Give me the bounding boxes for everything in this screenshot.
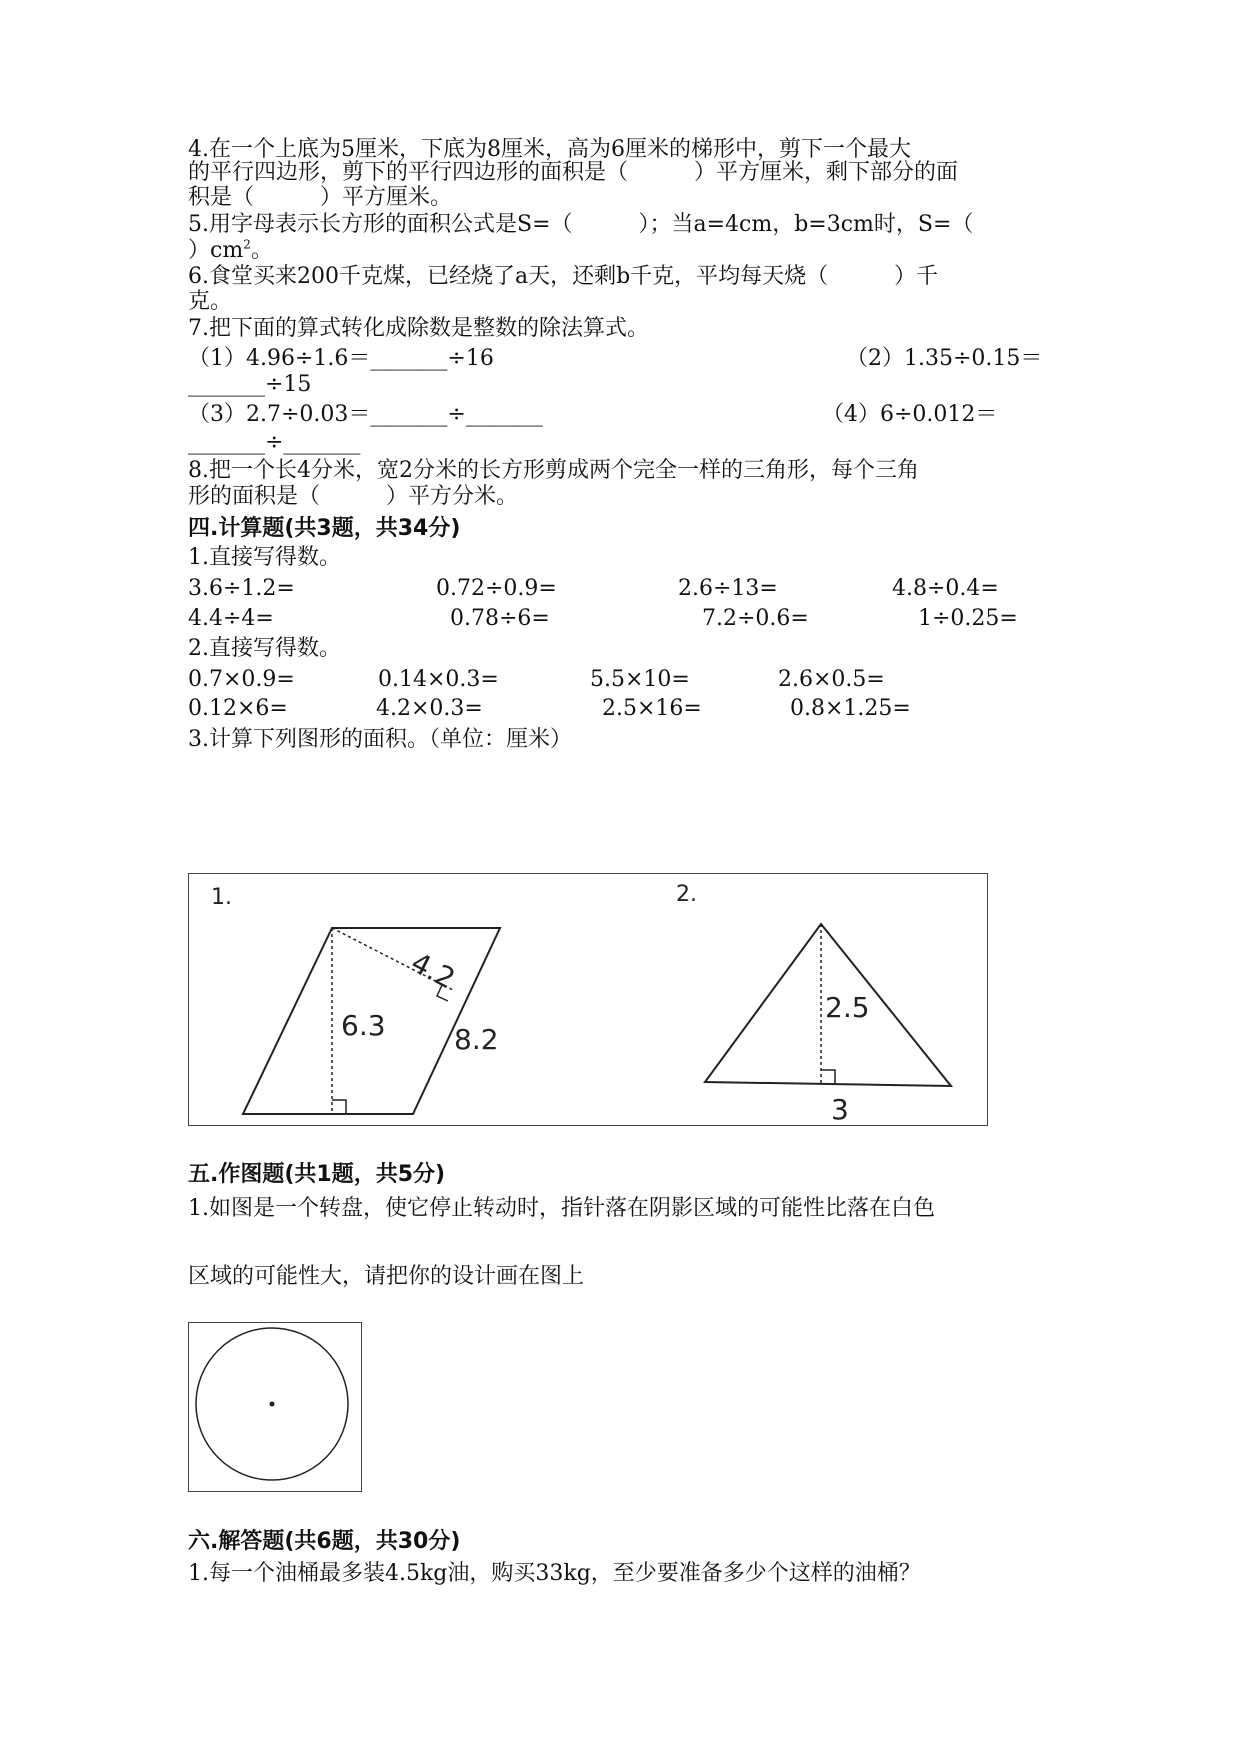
q5-superscript: 2 [243, 237, 251, 252]
s4q2-r2-c4: 0.8×1.25= [790, 696, 911, 721]
section-4-heading: 四.计算题(共3题，共34分) [188, 516, 461, 541]
q5-unit: ）cm [188, 238, 244, 263]
q6-line-1: 6.食堂买来200千克煤，已经烧了a天，还剩b千克，平均每天烧（ ）千 [188, 264, 939, 289]
spinner-svg [189, 1323, 363, 1493]
triangle-figure [676, 882, 951, 1126]
fig2-base-label: 3 [831, 1093, 849, 1126]
s4q3-title: 3.计算下列图形的面积。（单位：厘米） [188, 727, 572, 752]
s4q2-r1-c2: 0.14×0.3= [378, 667, 499, 692]
s4q2-r2-c1: 0.12×6= [188, 696, 288, 721]
s4q2-r2-c2: 4.2×0.3= [376, 696, 483, 721]
s4q2-r1-c4: 2.6×0.5= [778, 667, 885, 692]
q8-line-2: 形的面积是（ ）平方分米。 [188, 484, 519, 509]
q7-part-2b: _______÷15 [188, 372, 312, 397]
q6-line-2: 克。 [188, 289, 233, 314]
fig1-height-label: 6.3 [341, 1009, 386, 1042]
fig1-number: 1. [211, 885, 232, 910]
q4-line-1: 4.在一个上底为5厘米，下底为8厘米，高为6厘米的梯形中，剪下一个最大 [188, 137, 911, 162]
q8-line-1: 8.把一个长4分米，宽2分米的长方形剪成两个完全一样的三角形，每个三角 [188, 458, 919, 483]
s6q1-line-1: 1.每一个油桶最多装4.5kg油，购买33kg，至少要准备多少个这样的油桶？ [188, 1561, 921, 1586]
triangle-right-angle-mark [821, 1070, 835, 1084]
q7-part-4a: （4）6÷0.012＝ [822, 402, 998, 427]
q7-part-1: （1）4.96÷1.6＝_______÷16 [188, 346, 494, 371]
q7-part-4b: _______÷_______ [188, 430, 361, 455]
s4q1-r2-c1: 4.4÷4= [188, 606, 274, 631]
q5-line-1: 5.用字母表示长方形的面积公式是S=（ ）；当a=4cm，b=3cm时，S=（ [188, 212, 974, 237]
s4q2-r1-c3: 5.5×10= [590, 667, 690, 692]
s4q1-r2-c2: 0.78÷6= [450, 606, 550, 631]
height-right-angle-mark [332, 1100, 346, 1114]
s4q1-r1-c4: 4.8÷0.4= [892, 576, 999, 601]
q7-title: 7.把下面的算式转化成除数是整数的除法算式。 [188, 316, 649, 341]
parallelogram-figure [211, 885, 500, 1114]
s4q2-r2-c3: 2.5×16= [602, 696, 702, 721]
q5-end: 。 [250, 238, 273, 263]
figures-svg [189, 874, 989, 1127]
figures-box [188, 873, 988, 1126]
s4q1-r2-c4: 1÷0.25= [918, 606, 1018, 631]
section-6-heading: 六.解答题(共6题，共30分) [188, 1529, 461, 1554]
q4-line-2: 的平行四边形，剪下的平行四边形的面积是（ ）平方厘米，剩下部分的面 [188, 160, 959, 185]
s4q1-r1-c3: 2.6÷13= [678, 576, 778, 601]
s5q1-line-2: 区域的可能性大，请把你的设计画在图上 [188, 1264, 585, 1289]
s5q1-line-1: 1.如图是一个转盘，使它停止转动时，指针落在阴影区域的可能性比落在白色 [188, 1196, 935, 1221]
fig1-side-label: 8.2 [454, 1023, 499, 1056]
spinner-box [188, 1322, 362, 1492]
q4-line-3: 积是（ ）平方厘米。 [188, 185, 453, 210]
s4q1-r1-c1: 3.6÷1.2= [188, 576, 295, 601]
s4q1-title: 1.直接写得数。 [188, 545, 341, 570]
fig2-number: 2. [676, 882, 697, 907]
s4q2-r1-c1: 0.7×0.9= [188, 667, 295, 692]
fig1-diag-label: 4.2 [405, 945, 461, 996]
s4q2-title: 2.直接写得数。 [188, 636, 341, 661]
fig2-height-label: 2.5 [825, 991, 870, 1024]
q7-part-3: （3）2.7÷0.03＝_______÷_______ [188, 402, 543, 427]
q7-part-2a: （2）1.35÷0.15＝ [846, 346, 1043, 371]
section-5-heading: 五.作图题(共1题，共5分) [188, 1162, 446, 1187]
s4q1-r1-c2: 0.72÷0.9= [436, 576, 557, 601]
spinner-center-dot [270, 1402, 275, 1407]
s4q1-r2-c3: 7.2÷0.6= [702, 606, 809, 631]
